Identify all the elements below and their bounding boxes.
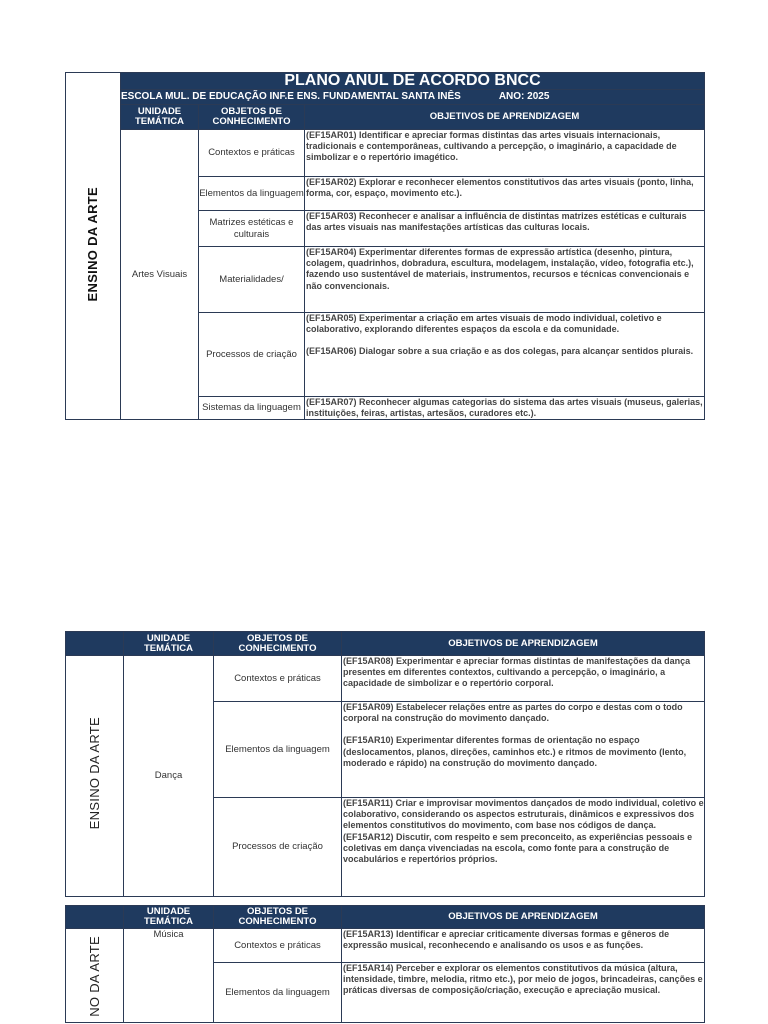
year-label: ANO: 2025 xyxy=(498,91,550,102)
curriculum-table-danca xyxy=(65,631,705,897)
side-label: NO DA ARTE xyxy=(66,929,124,1023)
object-cell: Processos de criação xyxy=(199,313,305,397)
objective-cell: (EF15AR07) Reconhecer algumas categorias do sistema das artes visuais (museus, galerias, instituições, feiras, artistas, artesãos, curadores etc.). xyxy=(306,397,703,419)
objective-cell: (EF15AR04) Experimentar diferentes formas de expressão artística (desenho, pintura, colagem, quadrinhos, dobradura, escultura, modelagem, instalação, vídeo, fotografia etc.), fazendo uso sustentável de materiais, instrumentos, recursos e técnicas convencionais e não convencionais. xyxy=(305,247,705,313)
header-objectives: OBJETIVOS DE APRENDIZAGEM xyxy=(305,105,705,130)
unit-cell: Artes Visuais xyxy=(121,130,199,420)
object-cell: Contextos e práticas xyxy=(214,656,342,702)
objective-cell: (EF15AR01) Identificar e apreciar formas distintas das artes visuais internacionais, tradicionais e contemporâneas, cultivando a percepção, o imaginário, a capacidade de simbolizar e o repertório imagético. xyxy=(305,130,705,177)
objective-cell: (EF15AR13) Identificar e apreciar criticamente diversas formas e gêneros de expressão musical, reconhecendo e analisando os usos e as funções. xyxy=(342,929,705,963)
side-label: ENSINO DA ARTE xyxy=(66,656,124,897)
header-objects: OBJETOS DE CONHECIMENTO xyxy=(214,632,342,656)
object-cell: Elementos da linguagem xyxy=(214,963,342,1023)
objective-cell: (EF15AR03) Reconhecer e analisar a influência de distintas matrizes estéticas e culturais das artes visuais nas manifestações artísticas das culturas locais. xyxy=(305,211,705,247)
object-cell: Elementos da linguagem xyxy=(214,702,342,798)
objective-cell: (EF15AR05) Experimentar a criação em artes visuais de modo individual, coletivo e colaborativo, explorando diferentes espaços da escola e da comunidade. (EF15AR06) Dialogar sobre a sua criação e as dos colegas, para alcançar sentidos plurais. xyxy=(305,313,705,397)
unit-cell: Música xyxy=(124,929,214,1023)
curriculum-table-musica xyxy=(65,905,705,1023)
objective-cell: (EF15AR11) Criar e improvisar movimentos dançados de modo individual, coletivo e colaborativo, considerando os aspectos estruturais, dinâmicos e expressivos dos elementos constitutivos do movimento, com base nos códigos de dança. (EF15AR12) Discutir, com respeito e sem preconceito, as experiências pessoais e coletivas em dança vivenciadas na escola, como fonte para a construção de vocabulários e repertórios próprios. xyxy=(342,798,705,897)
object-cell: Sistemas da linguagem xyxy=(199,397,305,420)
side-label: ENSINO DA ARTE xyxy=(66,73,121,420)
object-cell: Contextos e práticas xyxy=(199,130,305,177)
header-objects: OBJETOS DE CONHECIMENTO xyxy=(214,906,342,929)
objective-cell: (EF15AR09) Estabelecer relações entre as partes do corpo e destas com o todo corporal na construção do movimento dançado. (EF15AR10) Experimentar diferentes formas de orientação no espaço (deslocamentos, planos, direções, caminhos etc.) e ritmos de movimento (lento, moderado e rápido) na construção do movimento dançado. xyxy=(342,702,705,798)
object-cell: Contextos e práticas xyxy=(214,929,342,963)
header-unit: UNIDADE TEMÁTICA xyxy=(124,632,214,656)
objective-cell: (EF15AR08) Experimentar e apreciar formas distintas de manifestações da dança presentes em diferentes contextos, cultivando a percepção, o imaginário, a capacidade de simbolizar e o repertório corporal. xyxy=(342,656,705,702)
school-name: ESCOLA MUL. DE EDUCAÇÃO INF.E ENS. FUNDAMENTAL SANTA INÊS ANO: 2025 xyxy=(121,90,705,105)
header-corner xyxy=(66,632,124,656)
header-objectives: OBJETIVOS DE APRENDIZAGEM xyxy=(342,632,705,656)
objective-cell: (EF15AR14) Perceber e explorar os elementos constitutivos da música (altura, intensidade, timbre, melodia, ritmo etc.), por meio de jogos, brincadeiras, canções e práticas diversas de composição/criação, execução e apreciação musical. xyxy=(342,963,705,1023)
header-objects: OBJETOS DE CONHECIMENTO xyxy=(199,105,305,130)
curriculum-table-artes-visuais xyxy=(65,72,705,420)
object-cell: Elementos da linguagem xyxy=(199,177,305,211)
unit-cell: Dança xyxy=(124,656,214,897)
objective-cell: (EF15AR02) Explorar e reconhecer elementos constitutivos das artes visuais (ponto, linha, forma, cor, espaço, movimento etc.). xyxy=(305,177,705,211)
header-unit: UNIDADE TEMÁTICA xyxy=(124,906,214,929)
header-unit: UNIDADE TEMÁTICA xyxy=(121,105,199,130)
object-cell: Matrizes estéticas e culturais xyxy=(199,211,305,247)
header-objectives: OBJETIVOS DE APRENDIZAGEM xyxy=(342,906,705,929)
object-cell: Materialidades/ xyxy=(199,247,305,313)
header-corner xyxy=(66,906,124,929)
object-cell: Processos de criação xyxy=(214,798,342,897)
plan-title: PLANO ANUL DE ACORDO BNCC xyxy=(121,73,705,90)
